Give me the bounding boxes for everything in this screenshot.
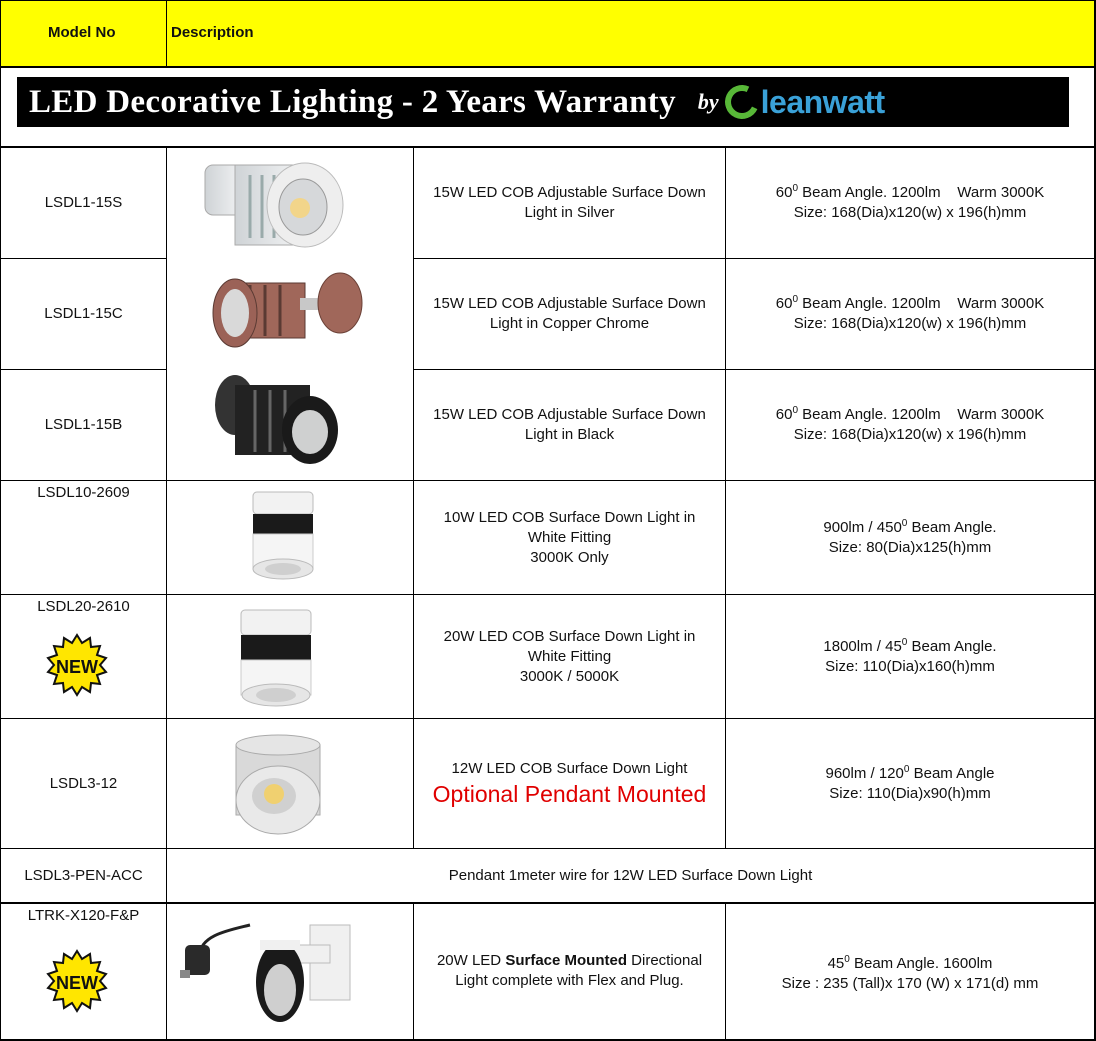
spec-cell: $60^0$ Beam Angle. 1200lm Warm 3000K Size: 168(Dia)x120(w) x 196(h)mm	[775, 405, 1045, 443]
description-cell: 20W LED Surface Mounted Directional Light complete with Flex and Plug.	[436, 952, 703, 989]
product-image-white-small	[248, 487, 318, 582]
spec-cell: $1800lm / 45^0$ Beam Angle. Size: 110(Dia)x160(h)mm	[823, 636, 997, 675]
product-image-white-large	[236, 605, 316, 710]
description-cell: 20W LED COB Surface Down Light in White Fitting 3000K / 5000K	[443, 627, 696, 685]
cleanwatt-c-icon	[720, 80, 764, 124]
model-cell: LSDL1-15C	[44, 305, 123, 322]
spec-cell: $960lm / 120^0$ Beam Angle Size: 110(Dia)x90(h)mm	[825, 763, 995, 802]
header-model-no: Model No	[48, 24, 116, 41]
svg-text:NEW: NEW	[56, 657, 98, 677]
banner-by: by	[697, 89, 719, 114]
description-cell: 10W LED COB Surface Down Light in White Fitting 3000K Only	[443, 508, 696, 566]
table-border	[166, 0, 167, 66]
spec-cell: $60^0$ Beam Angle. 1200lm Warm 3000K Size: 168(Dia)x120(w) x 196(h)mm	[775, 294, 1045, 332]
svg-text:NEW: NEW	[56, 973, 98, 993]
table-border	[0, 66, 1096, 68]
model-cell: LSDL10-2609	[37, 484, 130, 501]
product-image-track-light	[180, 910, 370, 1035]
description-cell: 15W LED COB Adjustable Surface Down Light in Silver	[433, 184, 706, 221]
spec-cell: $900lm / 450^0$ Beam Angle. Size: 80(Dia)x125(h)mm	[823, 517, 997, 556]
pendant-option-highlight: Optional Pendant Mounted	[432, 780, 707, 807]
model-cell: LSDL1-15B	[44, 416, 123, 433]
cleanwatt-logo	[725, 84, 885, 121]
spec-cell: $60^0$ Beam Angle. 1200lm Warm 3000K Size: 168(Dia)x120(w) x 196(h)mm	[775, 183, 1045, 221]
model-cell: LSDL20-2610	[37, 598, 130, 615]
banner-title: LED Decorative Lighting - 2 Years Warranty	[29, 83, 676, 120]
description-cell: Pendant 1meter wire for 12W LED Surface Down Light	[448, 866, 813, 884]
spec-cell: $45^0$ Beam Angle. 1600lm Size : 235 (Tall)x 170 (W) x 171(d) mm	[781, 954, 1039, 992]
new-badge	[45, 949, 109, 1013]
product-image-silver	[200, 150, 350, 260]
table-border	[0, 0, 1096, 1]
description-cell: 15W LED COB Adjustable Surface Down Light in Black	[433, 406, 706, 443]
description-cell: 12W LED COB Surface Down Light Optional Pendant Mounted	[432, 759, 707, 807]
header-description: Description	[171, 24, 254, 41]
product-image-copper	[205, 268, 365, 358]
model-cell: LTRK-X120-F&P	[27, 907, 140, 924]
product-image-cylinder	[228, 730, 328, 840]
table-border	[166, 146, 167, 1041]
model-cell: LSDL3-12	[49, 774, 118, 792]
model-cell: LSDL1-15S	[44, 194, 123, 211]
brand-text: leanwatt	[760, 83, 885, 120]
model-cell: LSDL3-PEN-ACC	[24, 866, 143, 884]
description-cell: 15W LED COB Adjustable Surface Down Light in Copper Chrome	[433, 295, 706, 332]
new-badge	[45, 633, 109, 697]
product-image-black	[210, 370, 350, 475]
warranty-banner	[17, 77, 1069, 127]
